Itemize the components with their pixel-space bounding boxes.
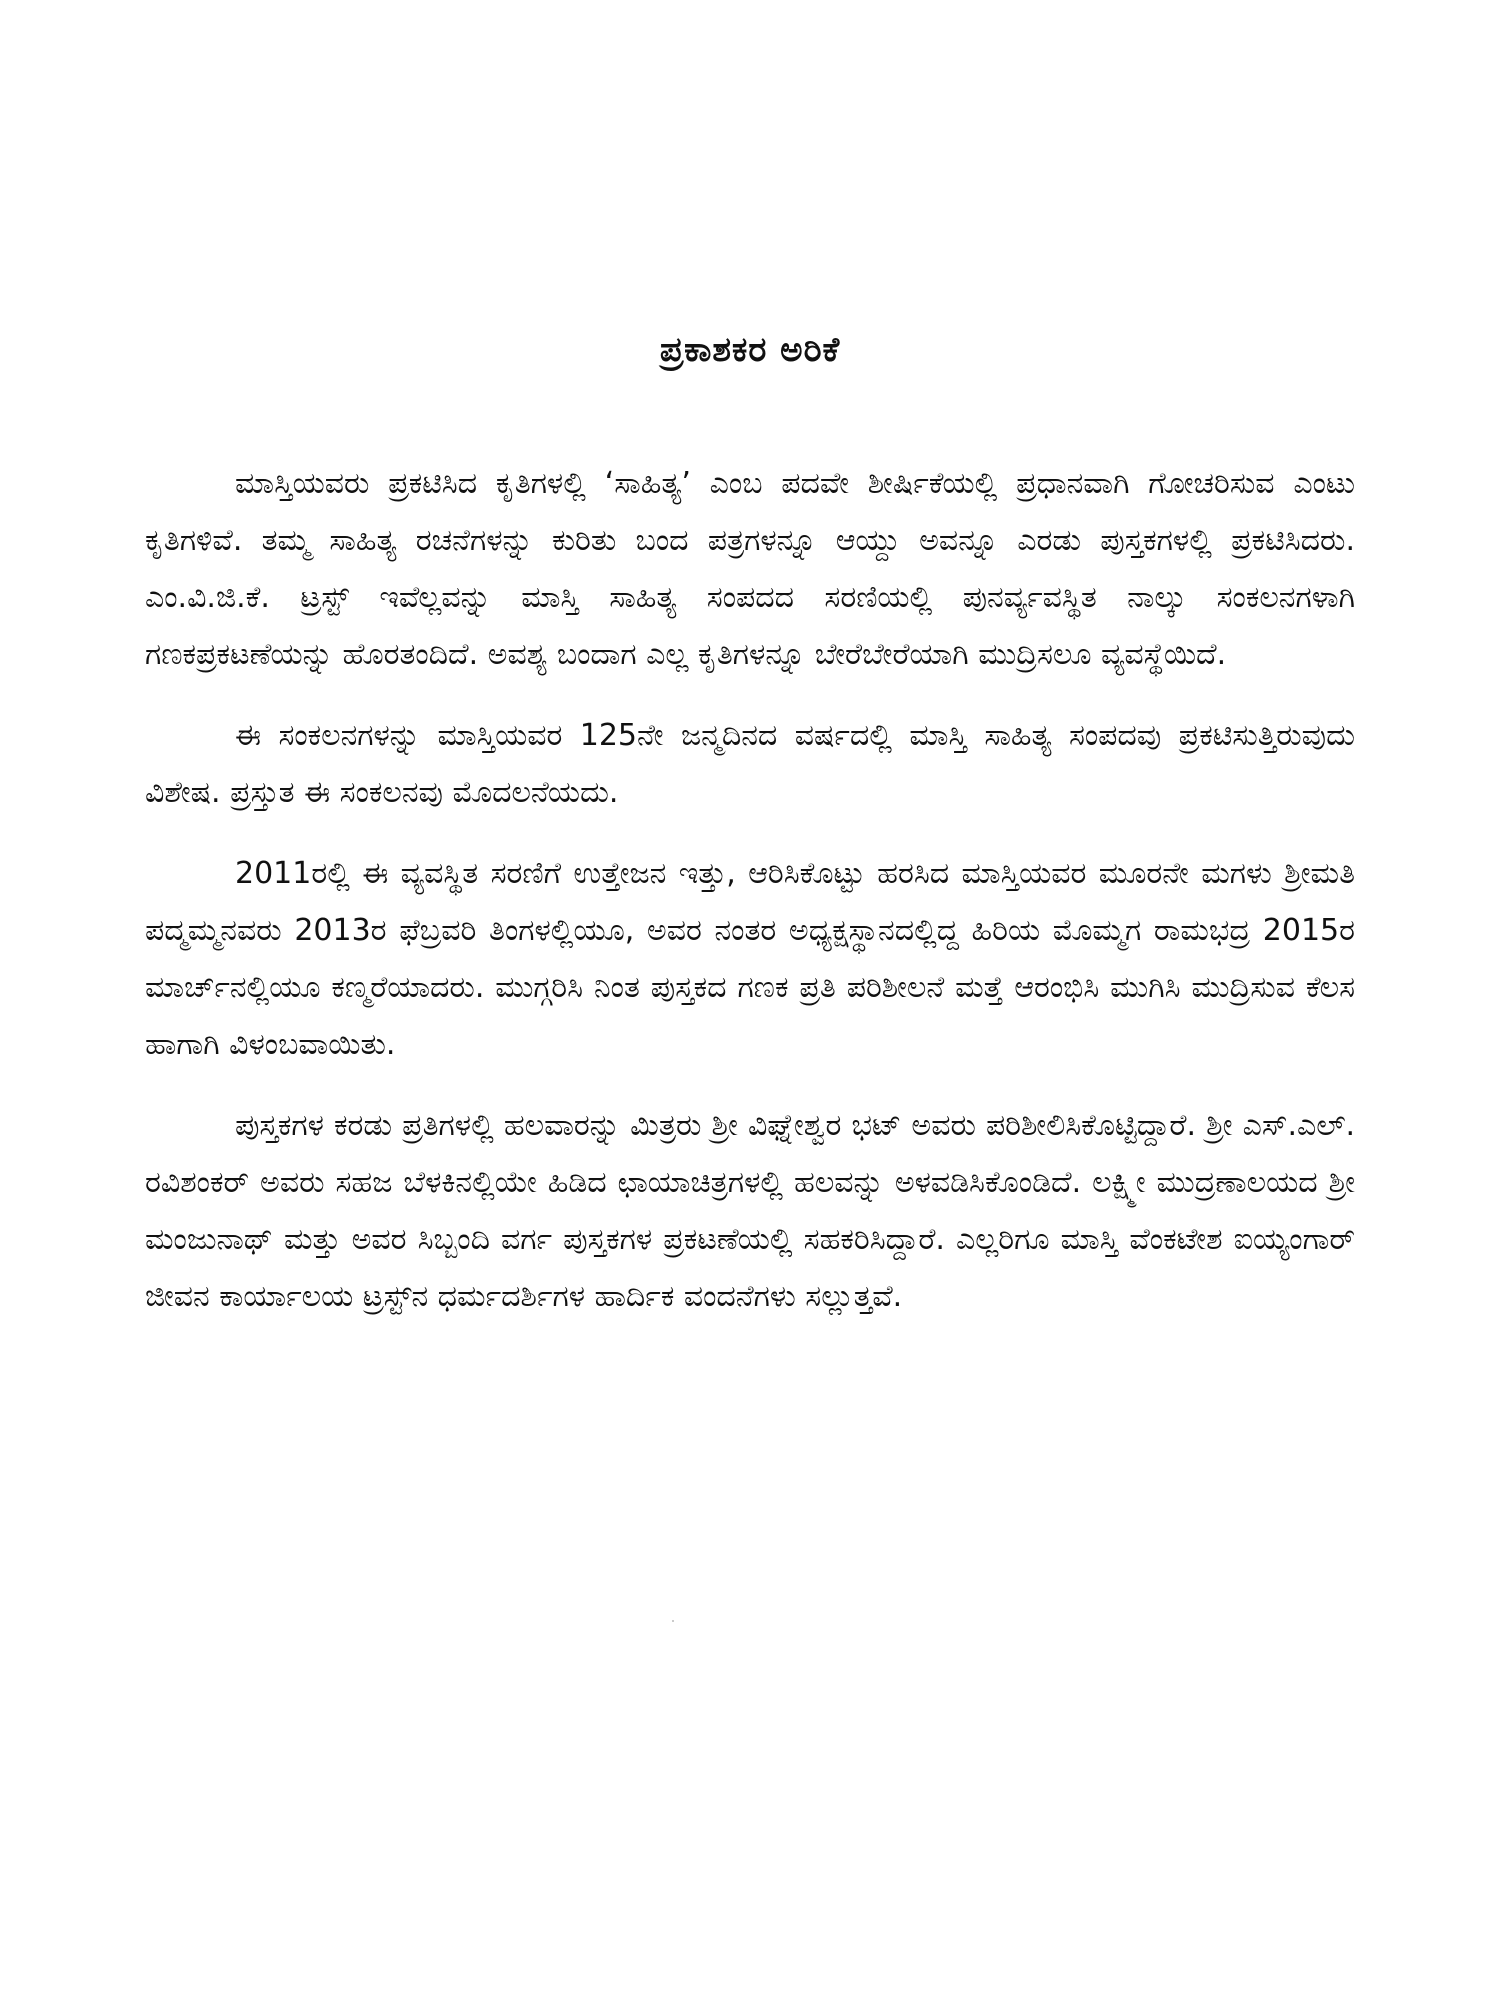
scan-speck: [672, 1620, 674, 1622]
page-title: ಪ್ರಕಾಶಕರ ಅರಿಕೆ: [659, 330, 841, 370]
paragraph-4: ಪುಸ್ತಕಗಳ ಕರಡು ಪ್ರತಿಗಳಲ್ಲಿ ಹಲವಾರನ್ನು ಮಿತ್ರರು ಶ್ರೀ ವಿಘ್ನೇಶ್ವರ ಭಟ್ ಅವರು ಪರಿಶೀಲಿಸಿಕೊಟ್ಟಿದ್ದಾರೆ. ಶ್ರೀ ಎಸ್.ಎಲ್. ರವಿಶಂಕರ್ ಅವರು ಸಹಜ ಬೆಳಕಿನಲ್ಲಿಯೇ ಹಿಡಿದ ಛಾಯಾಚಿತ್ರಗಳಲ್ಲಿ ಹಲವನ್ನು ಅಳವಡಿಸಿಕೊಂಡಿದೆ. ಲಕ್ಷ್ಮೀ ಮುದ್ರಣಾಲಯದ ಶ್ರೀ ಮಂಜುನಾಥ್ ಮತ್ತು ಅವರ ಸಿಬ್ಬಂದಿ ವರ್ಗ ಪುಸ್ತಕಗಳ ಪ್ರಕಟಣೆಯಲ್ಲಿ ಸಹಕರಿಸಿದ್ದಾರೆ. ಎಲ್ಲರಿಗೂ ಮಾಸ್ತಿ ವೆಂಕಟೇಶ ಐಯ್ಯಂಗಾರ್ ಜೀವನ ಕಾರ್ಯಾಲಯ ಟ್ರಸ್ಟ್‌ನ ಧರ್ಮದರ್ಶಿಗಳ ಹಾರ್ದಿಕ ವಂದನೆಗಳು ಸಲ್ಲುತ್ತವೆ.: [145, 1108, 1355, 1314]
paragraph-3: 2011ರಲ್ಲಿ ಈ ವ್ಯವಸ್ಥಿತ ಸರಣಿಗೆ ಉತ್ತೇಜನ ಇತ್ತು, ಆರಿಸಿಕೊಟ್ಟು ಹರಸಿದ ಮಾಸ್ತಿಯವರ ಮೂರನೇ ಮಗಳು ಶ್ರೀಮತಿ ಪದ್ಮಮ್ಮನವರು 2013ರ ಫೆಬ್ರವರಿ ತಿಂಗಳಲ್ಲಿಯೂ, ಅವರ ನಂತರ ಅಧ್ಯಕ್ಷಸ್ಥಾನದಲ್ಲಿದ್ದ ಹಿರಿಯ ಮೊಮ್ಮಗ ರಾಮಭದ್ರ 2015ರ ಮಾರ್ಚ್‌ನಲ್ಲಿಯೂ ಕಣ್ಮರೆಯಾದರು. ಮುಗ್ಗರಿಸಿ ನಿಂತ ಪುಸ್ತಕದ ಗಣಕ ಪ್ರತಿ ಪರಿಶೀಲನೆ ಮತ್ತೆ ಆರಂಭಿಸಿ ಮುಗಿಸಿ ಮುದ್ರಿಸುವ ಕೆಲಸ ಹಾಗಾಗಿ ವಿಳಂಬವಾಯಿತು.: [145, 856, 1355, 1062]
paragraph-2: ಈ ಸಂಕಲನಗಳನ್ನು ಮಾಸ್ತಿಯವರ 125ನೇ ಜನ್ಮದಿನದ ವರ್ಷದಲ್ಲಿ ಮಾಸ್ತಿ ಸಾಹಿತ್ಯ ಸಂಪದವು ಪ್ರಕಟಿಸುತ್ತಿರುವುದು ವಿಶೇಷ. ಪ್ರಸ್ತುತ ಈ ಸಂಕಲನವು ಮೊದಲನೆಯದು.: [145, 718, 1355, 810]
paragraph-1: ಮಾಸ್ತಿಯವರು ಪ್ರಕಟಿಸಿದ ಕೃತಿಗಳಲ್ಲಿ ‘ಸಾಹಿತ್ಯ’ ಎಂಬ ಪದವೇ ಶೀರ್ಷಿಕೆಯಲ್ಲಿ ಪ್ರಧಾನವಾಗಿ ಗೋಚರಿಸುವ ಎಂಟು ಕೃತಿಗಳಿವೆ. ತಮ್ಮ ಸಾಹಿತ್ಯ ರಚನೆಗಳನ್ನು ಕುರಿತು ಬಂದ ಪತ್ರಗಳನ್ನೂ ಆಯ್ದು ಅವನ್ನೂ ಎರಡು ಪುಸ್ತಕಗಳಲ್ಲಿ ಪ್ರಕಟಿಸಿದರು. ಎಂ.ವಿ.ಜಿ.ಕೆ. ಟ್ರಸ್ಟ್ ಇವೆಲ್ಲವನ್ನು ಮಾಸ್ತಿ ಸಾಹಿತ್ಯ ಸಂಪದದ ಸರಣಿಯಲ್ಲಿ ಪುನರ್ವ್ಯವಸ್ಥಿತ ನಾಲ್ಕು ಸಂಕಲನಗಳಾಗಿ ಗಣಕಪ್ರಕಟಣೆಯನ್ನು ಹೊರತಂದಿದೆ. ಅವಶ್ಯ ಬಂದಾಗ ಎಲ್ಲ ಕೃತಿಗಳನ್ನೂ ಬೇರೆಬೇರೆಯಾಗಿ ಮುದ್ರಿಸಲೂ ವ್ಯವಸ್ಥೆಯಿದೆ.: [145, 466, 1355, 672]
document-body: [145, 455, 1355, 1349]
